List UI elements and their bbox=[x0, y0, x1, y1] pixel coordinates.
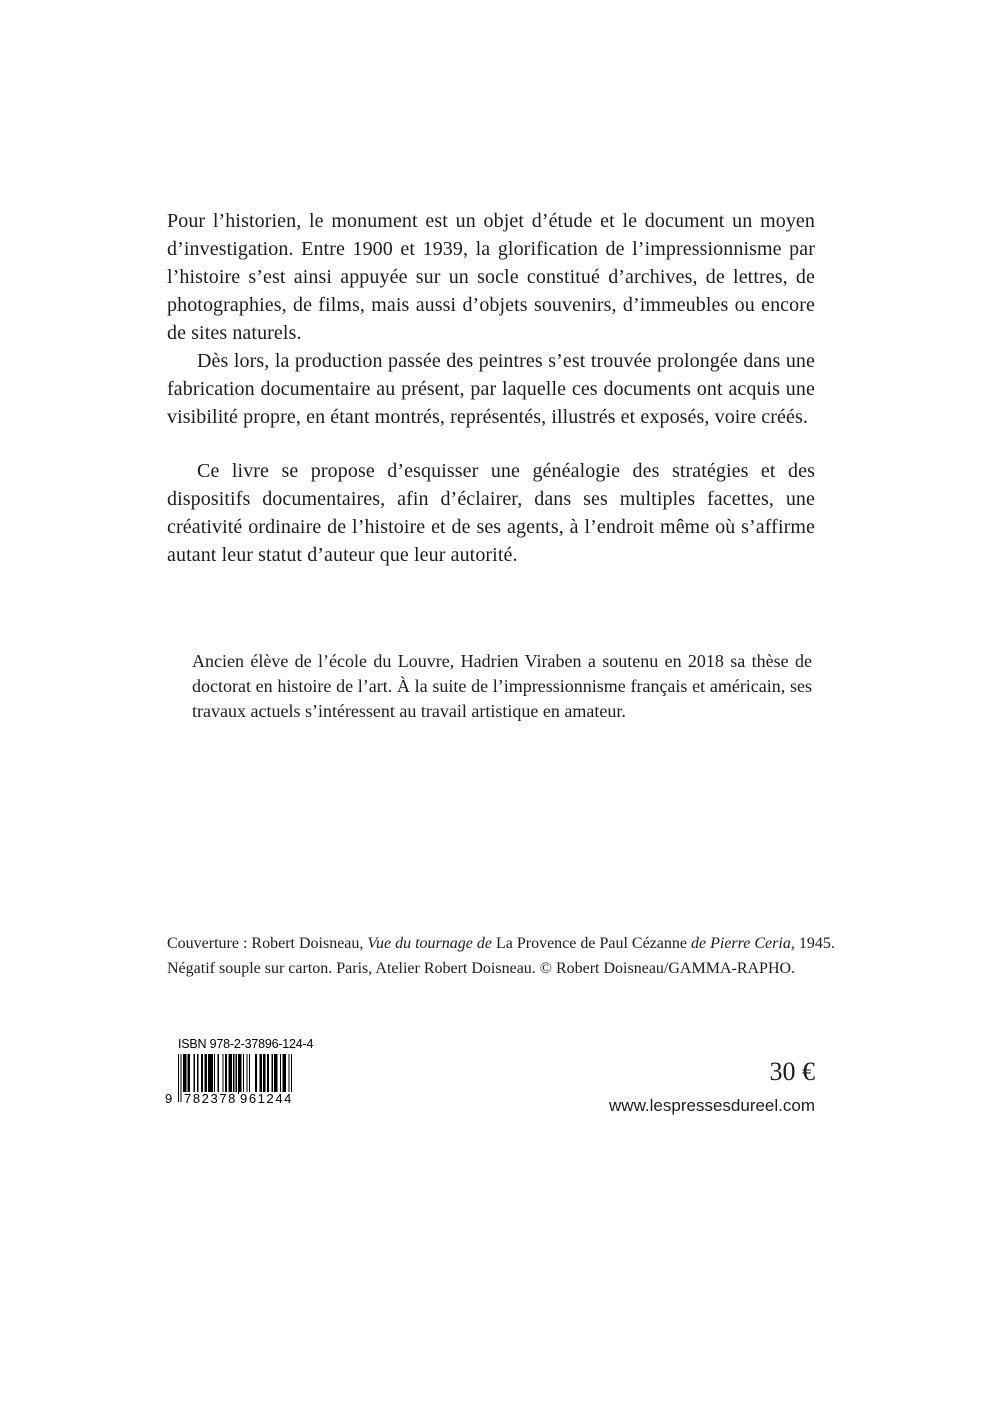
credit-photo-title-italic: Vue du tournage de bbox=[367, 935, 496, 952]
synopsis-paragraph-3: Ce livre se propose d’esquisser une généalogie des stratégies et des dispositifs documentaires, afin d’éclairer, dans ses multiples facettes, une créativité ordinaire de l’histoire et de ses agents, à l’endroit même où s’affirme autant leur statut d’auteur que leur autorité. bbox=[167, 460, 815, 566]
isbn-number: ISBN 978-2-37896-124-4 bbox=[178, 1037, 314, 1051]
credit-line-1 bbox=[167, 931, 847, 956]
synopsis-paragraph-1: Pour l’historien, le monument est un objet d’étude et le document un moyen d’investigation. Entre 1900 et 1939, la glorification de l’impressionnisme par l’histoire s’est ainsi appuyée sur un socle constitué d’archives, de lettres, de photographies, de films, mais aussi d’objets souvenirs, d’immeubles ou encore de sites naturels. bbox=[167, 210, 815, 344]
ean13-barcode bbox=[165, 1054, 293, 1108]
author-bio: Ancien élève de l’école du Louvre, Hadrien Viraben a soutenu en 2018 sa thèse de doctorat en histoire de l’art. À la suite de l’impressionnisme français et américain, ses travaux actuels s’intéressent au travail artistique en amateur. bbox=[192, 651, 812, 721]
price-website-block bbox=[609, 1057, 815, 1116]
barcode-digits-left-group: 782378 bbox=[184, 1091, 237, 1106]
credit-text-lead: Couverture : Robert Doisneau, bbox=[167, 935, 368, 952]
credit-film-title-roman: La Provence de Paul Cézanne bbox=[495, 935, 691, 952]
isbn-barcode-block bbox=[165, 1037, 314, 1108]
publisher-website: www.lespressesdureel.com bbox=[609, 1096, 815, 1115]
synopsis bbox=[167, 207, 815, 569]
synopsis-paragraph-2: Dès lors, la production passée des peintres s’est trouvée prolongée dans une fabrication documentaire au présent, par laquelle ces documents ont acquis une visibilité propre, en étant montrés, représentés, illustrés et exposés, voire créés. bbox=[167, 350, 815, 428]
credit-year: , 1945. bbox=[790, 935, 835, 952]
credit-director-italic: de Pierre Ceria bbox=[691, 935, 791, 952]
price: 30 € bbox=[769, 1057, 815, 1086]
barcode-digits-right-group: 961244 bbox=[240, 1091, 293, 1106]
cover-credit bbox=[167, 931, 847, 981]
barcode-digit-first: 9 bbox=[165, 1091, 173, 1106]
credit-line-2: Négatif souple sur carton. Paris, Atelier Robert Doisneau. © Robert Doisneau/GAMMA-RAPHO. bbox=[167, 960, 796, 977]
